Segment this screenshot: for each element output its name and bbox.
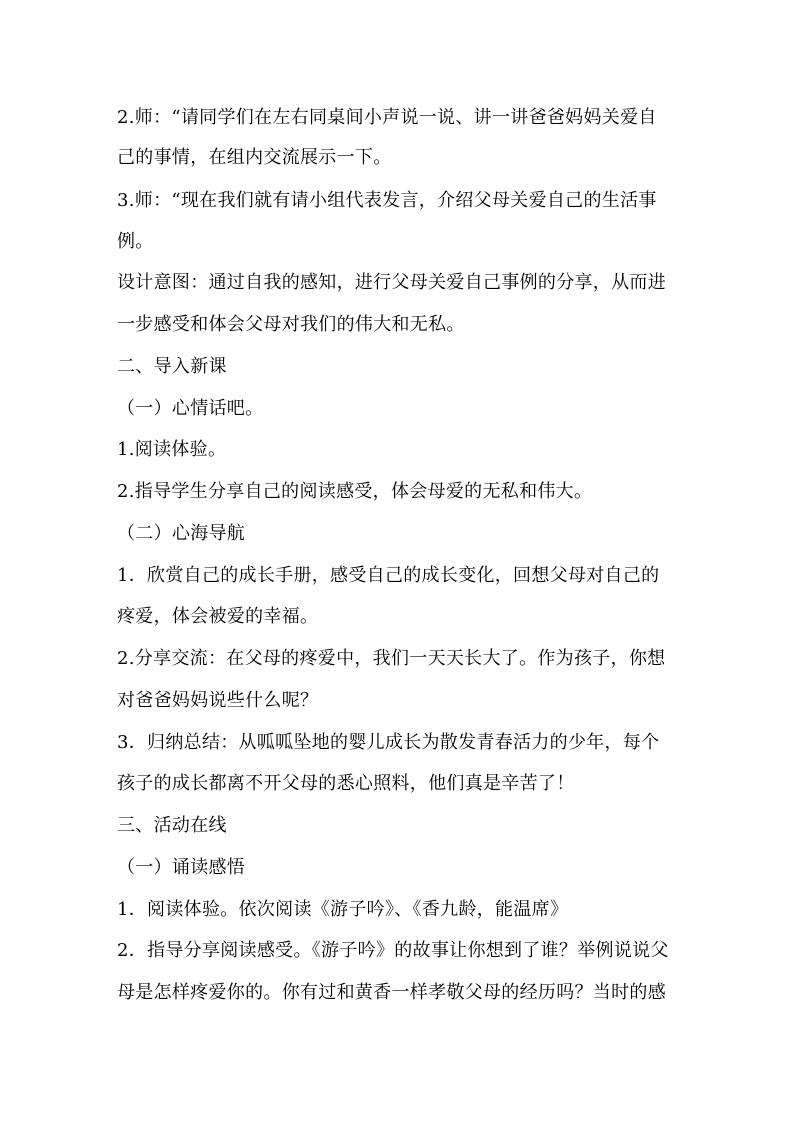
paragraph-line: 设计意图：通过自我的感知，进行父母关爱自己事例的分享，从而进	[117, 272, 666, 293]
paragraph-line: 孩子的成长都离不开父母的悉心照料，他们真是辛苦了！	[117, 773, 575, 794]
paragraph-line: 2.师：“请同学们在左右同桌间小声说一说、讲一讲爸爸妈妈关爱自	[117, 107, 657, 128]
subsection-heading: （二）心海导航	[117, 523, 246, 544]
paragraph-line: 2.分享交流：在父母的疼爱中，我们一天天长大了。作为孩子，你想	[117, 648, 666, 669]
paragraph-line: 一步感受和体会父母对我们的伟大和无私。	[117, 314, 465, 335]
section-heading: 二、导入新课	[117, 356, 227, 377]
paragraph-line: 对爸爸妈妈说些什么呢？	[117, 690, 319, 711]
paragraph-line: 2．指导分享阅读感受。《游子吟》的故事让你想到了谁？举例说说父	[117, 940, 669, 961]
paragraph-line: 己的事情，在组内交流展示一下。	[117, 147, 392, 168]
paragraph-line: 1.阅读体验。	[117, 439, 227, 460]
paragraph-line: 疼爱，体会被爱的幸福。	[117, 606, 319, 627]
subsection-heading: （一）心情话吧。	[117, 398, 264, 419]
paragraph-line: 1．阅读体验。依次阅读《游子吟》、《香九龄，能温席》	[117, 899, 569, 920]
section-heading: 三、活动在线	[117, 815, 227, 836]
paragraph-line: 例。	[117, 231, 154, 252]
subsection-heading: （一）诵读感悟	[117, 857, 246, 878]
paragraph-line: 母是怎样疼爱你的。你有过和黄香一样孝敬父母的经历吗？当时的感	[117, 982, 666, 1003]
paragraph-line: 3．归纳总结：从呱呱坠地的婴儿成长为散发青春活力的少年，每个	[117, 732, 660, 753]
paragraph-line: 2.指导学生分享自己的阅读感受，体会母爱的无私和伟大。	[117, 481, 593, 502]
paragraph-line: 3.师：“现在我们就有请小组代表发言，介绍父母关爱自己的生活事	[117, 190, 657, 211]
paragraph-line: 1．欣赏自己的成长手册，感受自己的成长变化，回想父母对自己的	[117, 565, 660, 586]
